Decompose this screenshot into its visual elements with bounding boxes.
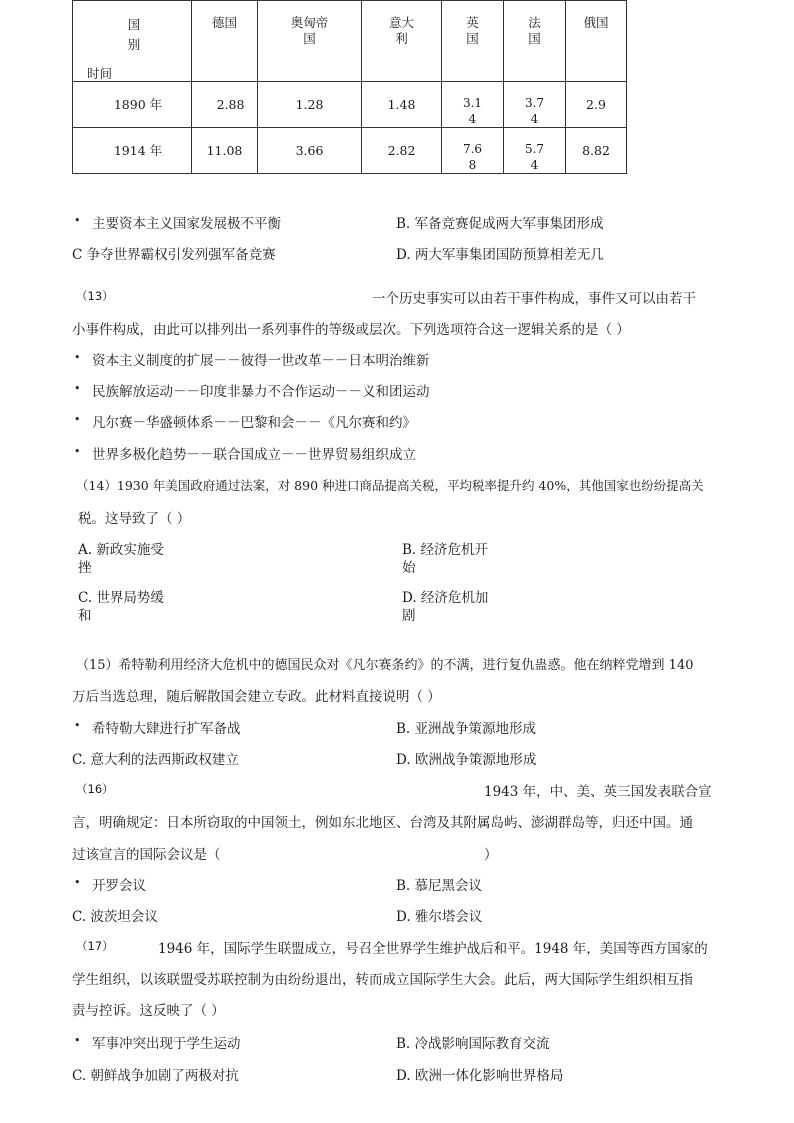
corner-label-time: 时间 [87,66,113,81]
year-cell: 1914 年 [73,128,192,174]
q16-option-d[interactable]: D. 雅尔塔会议 [396,909,483,925]
q16-number: （16） [76,782,114,796]
bullet-icon: • [74,1034,81,1047]
q17-stem-line1: 1946 年，国际学生联盟成立，号召全世界学生维护战后和平。1948 年，美国等西方国家的 [158,941,708,957]
header-austria-hungary: 奥匈帝国 [258,1,362,82]
q14-option-b-wrap: 始 [402,560,416,576]
value-cell: 2.82 [362,128,442,174]
q14-option-c[interactable]: C. 世界局势缓 [78,590,164,606]
header-germany: 德国 [192,1,258,82]
bullet-icon: • [74,382,81,395]
header-italy: 意大利 [362,1,442,82]
value-cell: 3.66 [258,128,362,174]
header-france: 法国 [504,1,566,82]
q16-stem-line2: 言，明确规定：日本所窃取的中国领土，例如东北地区、台湾及其附属岛屿、澎湖群岛等，归还中国。通 [72,815,693,831]
q12-option-c[interactable]: C 争夺世界霸权引发列强军备竞赛 [72,247,276,263]
q17-stem-line2: 学生组织，以该联盟受苏联控制为由纷纷退出，转而成立国际学生大会。此后，两大国际学生组织相互指 [72,972,693,988]
value-cell: 1.28 [258,82,362,128]
table-row [73,128,627,174]
q17-option-d[interactable]: D. 欧洲一体化影响世界格局 [396,1068,564,1084]
q14-stem-line1: （14）1930 年美国政府通过法案，对 890 种进口商品提高关税，平均税率提升约 40%，其他国家也纷纷提高关 [76,478,704,493]
q15-option-a[interactable]: 希特勒大肆进行扩军备战 [92,721,241,737]
q14-option-d-wrap: 剧 [402,608,416,624]
q14-stem-line2: 税。这导致了（ ） [78,511,191,527]
bullet-icon: • [74,413,81,426]
q14-option-d[interactable]: D. 经济危机加 [402,590,489,606]
q12-option-d[interactable]: D. 两大军事集团国防预算相差无几 [396,247,604,263]
q16-option-c[interactable]: C. 波茨坦会议 [72,909,158,925]
q17-option-a[interactable]: 军事冲突出现于学生运动 [92,1036,241,1052]
value-cell: 8.82 [566,128,627,174]
value-cell: 11.08 [192,128,258,174]
q16-option-a[interactable]: 开罗会议 [92,878,146,894]
q12-option-b[interactable]: B. 军备竞赛促成两大军事集团形成 [396,216,604,232]
data-table [72,0,627,174]
bullet-icon: • [74,214,81,227]
value-cell: 3.14 [442,82,504,128]
q14-option-a[interactable]: A. 新政实施受 [78,542,164,558]
q14-option-a-wrap: 挫 [78,560,92,576]
q17-option-c[interactable]: C. 朝鲜战争加剧了两极对抗 [72,1068,239,1084]
year-cell: 1890 年 [73,82,192,128]
q13-stem-line1: 一个历史事实可以由若干事件构成，事件又可以由若干 [372,291,696,307]
q14-option-b[interactable]: B. 经济危机开 [402,542,489,558]
table-row [73,82,627,128]
q12-option-a[interactable]: 主要资本主义国家发展极不平衡 [92,216,281,232]
value-cell: 2.9 [566,82,627,128]
q17-option-b[interactable]: B. 冷战影响国际教育交流 [396,1036,550,1052]
q16-stem-line1: 1943 年，中、美、英三国发表联合宣 [484,784,712,800]
value-cell: 2.88 [192,82,258,128]
q15-option-d[interactable]: D. 欧洲战争策源地形成 [396,752,537,768]
value-cell: 3.74 [504,82,566,128]
q13-option-a[interactable]: 资本主义制度的扩展－－彼得一世改革－－日本明治维新 [92,353,430,369]
q13-option-c[interactable]: 凡尔赛－华盛顿体系－－巴黎和会－－《凡尔赛和约》 [92,415,416,431]
q15-stem-line1: （15）希特勒利用经济大危机中的德国民众对《凡尔赛条约》的不满，进行复仇蛊惑。他在纳粹党增到 140 [76,658,694,673]
q13-stem-line2: 小事件构成，由此可以排列出一系列事件的等级或层次。下列选项符合这一逻辑关系的是（ ） [72,322,630,338]
q14-option-c-wrap: 和 [78,608,92,624]
corner-label-country: 国别 [127,17,141,52]
value-cell: 5.74 [504,128,566,174]
bullet-icon: • [74,719,81,732]
q13-option-b[interactable]: 民族解放运动－－印度非暴力不合作运动－－义和团运动 [92,384,430,400]
table-corner-cell [73,1,192,82]
q15-option-b[interactable]: B. 亚洲战争策源地形成 [396,721,537,737]
q13-number: （13） [76,289,114,303]
q16-stem-line3-paren: ） [484,847,498,863]
q17-number: （17） [76,939,114,953]
q15-stem-line2: 万后当选总理，随后解散国会建立专政。此材料直接说明（ ） [72,689,441,705]
q17-stem-line3: 责与控诉。这反映了（ ） [72,1003,225,1019]
q16-option-b[interactable]: B. 慕尼黑会议 [396,878,483,894]
header-britain: 英国 [442,1,504,82]
q16-stem-line3: 过该宣言的国际会议是（ [72,847,221,863]
bullet-icon: • [74,876,81,889]
value-cell: 1.48 [362,82,442,128]
q15-option-c[interactable]: C. 意大利的法西斯政权建立 [72,752,239,768]
bullet-icon: • [74,351,81,364]
bullet-icon: • [74,445,81,458]
value-cell: 7.68 [442,128,504,174]
q13-option-d[interactable]: 世界多极化趋势－－联合国成立－－世界贸易组织成立 [92,447,416,463]
header-russia: 俄国 [566,1,627,82]
